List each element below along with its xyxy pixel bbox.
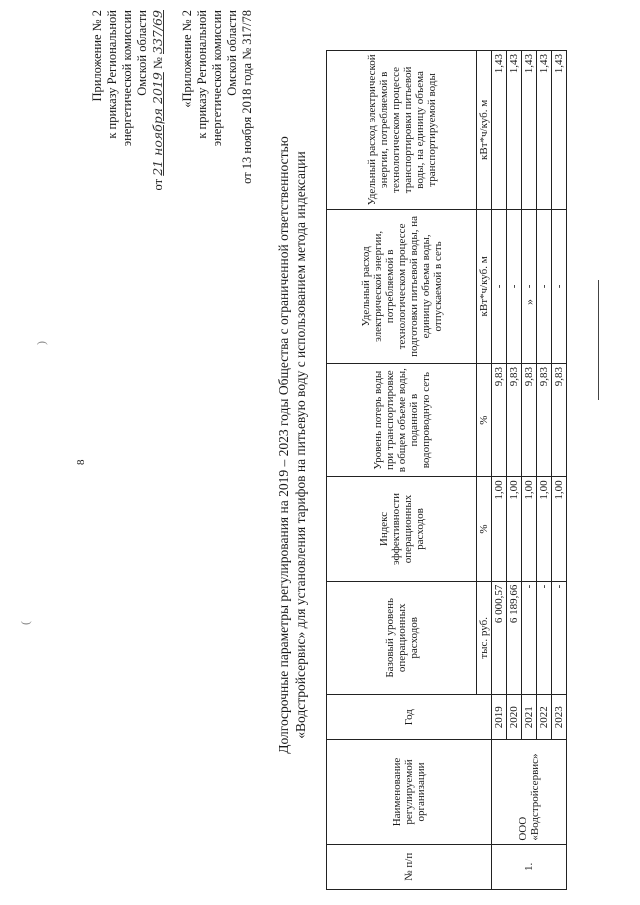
prev-appendix-title: «Приложение № 2 (180, 10, 194, 108)
header-index: Индекс эффективности операционных расходов (327, 477, 477, 581)
header-org: Наименование регулируемой организации (327, 740, 492, 844)
appendix-commission: энергетической комиссии (120, 10, 134, 147)
cell-loss: 9,83 (507, 363, 522, 476)
cell-base: 6 189,66 (507, 581, 522, 694)
closing-quote: » (522, 299, 536, 305)
appendix-header-new (90, 10, 166, 205)
margin-mark-right: ) (34, 341, 48, 345)
table-row (492, 51, 507, 890)
handwritten-date: 21 ноября 2019 (150, 72, 165, 176)
title-line-1: Долгосрочные параметры регулирования на 2019 – 2023 годы Общества с ограниченной ответственностью (276, 136, 291, 754)
cell-year: 2019 (492, 695, 507, 740)
header-year: Год (327, 695, 492, 740)
cell-base: - (552, 581, 567, 694)
cell-el-prep: - (492, 209, 507, 363)
cell-base: - (522, 581, 537, 694)
cell-el-prep: - (522, 209, 537, 363)
cell-year: 2023 (552, 695, 567, 740)
cell-el-trans: 1,43 (522, 51, 537, 210)
page-number: 8 (75, 459, 87, 465)
unit-loss: % (477, 363, 492, 476)
cell-index: 1,00 (537, 477, 552, 581)
cell-loss: 9,83 (537, 363, 552, 476)
appendix-header-previous (180, 10, 255, 205)
number-prefix: № (151, 57, 165, 70)
cell-base: - (537, 581, 552, 694)
cell-loss: 9,83 (552, 363, 567, 476)
cell-year: 2021 (522, 695, 537, 740)
unit-el-trans: кВт*ч/куб. м (477, 51, 492, 210)
cell-year: 2022 (537, 695, 552, 740)
cell-el-trans: 1,43 (552, 51, 567, 210)
cell-el-prep: - (507, 209, 522, 363)
margin-mark-left: ( (18, 621, 32, 625)
header-row (327, 51, 477, 890)
cell-loss: 9,83 (522, 363, 537, 476)
prev-appendix-date: от 13 ноября 2018 года № 317/78 (240, 10, 254, 184)
cell-index: 1,00 (522, 477, 537, 581)
header-loss: Уровень потерь воды при транспортировке в общем объеме воды, поданной в водопроводную сеть (327, 363, 477, 476)
prev-appendix-commission: энергетической комиссии (210, 10, 224, 147)
header-el-prep: Удельный расход электрической энергии, потребляемой в технологическом процессе подготовки питьевой воды, на единицу объема воды, отпускаемой в сеть (327, 209, 477, 363)
header-el-trans: Удельный расход электрической энергии, потребляемой в технологическом процессе транспортировки питьевой воды, на единицу объема транспортируемой воды (327, 51, 477, 210)
cell-index: 1,00 (492, 477, 507, 581)
cell-base: 6 000,57 (492, 581, 507, 694)
date-prefix: от (151, 178, 165, 191)
unit-el-prep: кВт*ч/куб. м (477, 209, 492, 363)
appendix-title: Приложение № 2 (90, 10, 104, 102)
cell-index: 1,00 (507, 477, 522, 581)
cell-el-trans: 1,43 (492, 51, 507, 210)
cell-el-trans: 1,43 (537, 51, 552, 210)
header-base: Базовый уровень операционных расходов (327, 581, 477, 694)
title-line-2: «Водстройсервис» для установления тарифов на питьевую воду с использованием метода индексации (293, 151, 308, 739)
document-title (275, 85, 309, 805)
handwritten-number: 337/69 (150, 10, 165, 54)
parameters-table (326, 50, 567, 890)
cell-index: 1,00 (552, 477, 567, 581)
closing-rule (598, 280, 599, 400)
header-num: № п/п (327, 844, 492, 889)
cell-el-prep: - (537, 209, 552, 363)
cell-loss: 9,83 (492, 363, 507, 476)
appendix-region: Омской области (135, 10, 149, 96)
prev-appendix-order: к приказу Региональной (195, 10, 209, 139)
row-num: 1. (492, 844, 567, 889)
cell-el-prep: - (552, 209, 567, 363)
unit-index: % (477, 477, 492, 581)
prev-appendix-region: Омской области (225, 10, 239, 96)
appendix-date-line (150, 10, 166, 205)
cell-year: 2020 (507, 695, 522, 740)
cell-el-trans: 1,43 (507, 51, 522, 210)
appendix-order: к приказу Региональной (105, 10, 119, 139)
org-name: ООО «Водстройсервис» (492, 740, 567, 844)
unit-base: тыс. руб. (477, 581, 492, 694)
